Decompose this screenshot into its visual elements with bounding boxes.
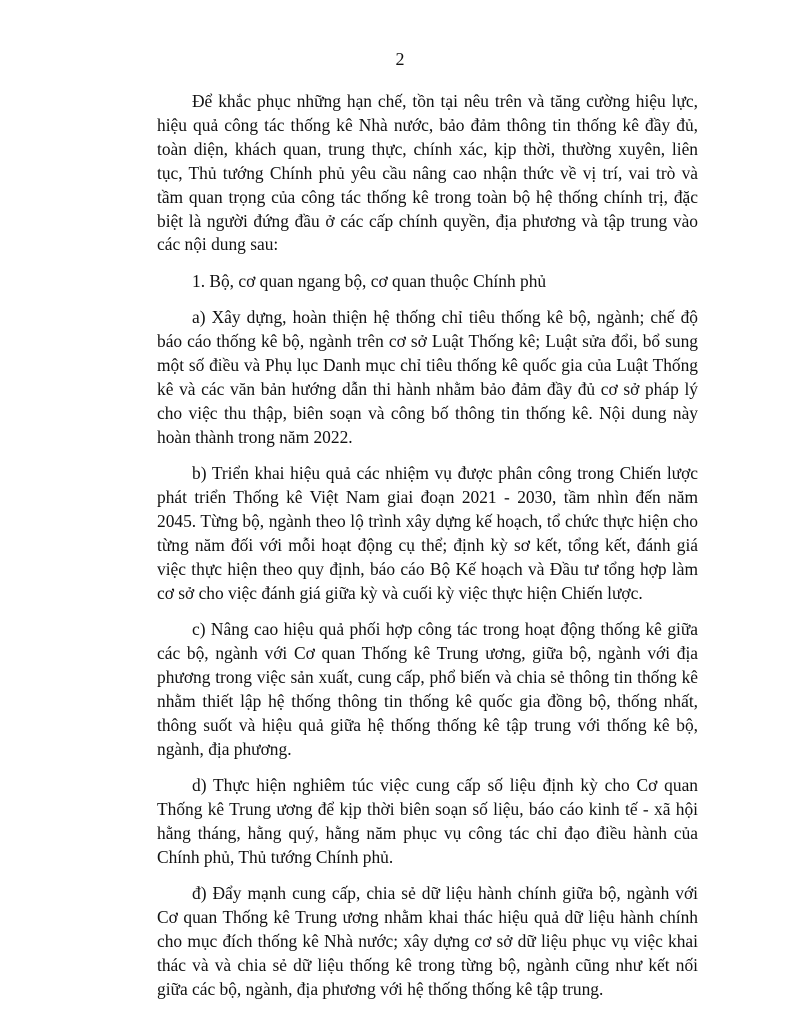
document-body — [157, 90, 698, 1014]
intro-paragraph: Để khắc phục những hạn chế, tồn tại nêu trên và tăng cường hiệu lực, hiệu quả công tác thống kê Nhà nước, bảo đảm thông tin thống kê đầy đủ, toàn diện, khách quan, trung thực, chính xác, kịp thời, thường xuyên, liên tục, Thủ tướng Chính phủ yêu cầu nâng cao nhận thức về vị trí, vai trò và tầm quan trọng của công tác thống kê trong toàn bộ hệ thống chính trị, đặc biệt là người đứng đầu ở các cấp chính quyền, địa phương và tập trung vào các nội dung sau: — [157, 91, 698, 255]
page-number: 2 — [395, 49, 405, 69]
item-b-paragraph: b) Triển khai hiệu quả các nhiệm vụ được phân công trong Chiến lược phát triển Thống kê Việt Nam giai đoạn 2021 - 2030, tầm nhìn đến năm 2045. Từng bộ, ngành theo lộ trình xây dựng kế hoạch, tổ chức thực hiện cho từng năm đối với mỗi hoạt động cụ thể; định kỳ sơ kết, tổng kết, đánh giá việc thực hiện theo quy định, báo cáo Bộ Kế hoạch và Đầu tư tổng hợp làm cơ sở cho việc đánh giá giữa kỳ và cuối kỳ việc thực hiện Chiến lược. — [157, 463, 698, 603]
item-a-paragraph: a) Xây dựng, hoàn thiện hệ thống chỉ tiêu thống kê bộ, ngành; chế độ báo cáo thống kê bộ, ngành trên cơ sở Luật Thống kê; Luật sửa đổi, bổ sung một số điều và Phụ lục Danh mục chỉ tiêu thống kê quốc gia của Luật Thống kê và các văn bản hướng dẫn thi hành nhằm bảo đảm đầy đủ cơ sở pháp lý cho việc thu thập, biên soạn và công bố thông tin thống kê. Nội dung này hoàn thành trong năm 2022. — [157, 307, 698, 447]
item-c-paragraph: c) Nâng cao hiệu quả phối hợp công tác trong hoạt động thống kê giữa các bộ, ngành với Cơ quan Thống kê Trung ương, giữa bộ, ngành với địa phương trong việc sản xuất, cung cấp, phổ biến và chia sẻ thông tin thống kê nhằm thiết lập hệ thống thông tin thống kê quốc gia đồng bộ, thống nhất, thông suốt và hiệu quả giữa hệ thống thống kê tập trung với thống kê bộ, ngành, địa phương. — [157, 619, 698, 759]
section-heading: 1. Bộ, cơ quan ngang bộ, cơ quan thuộc Chính phủ — [192, 270, 547, 291]
item-d-paragraph: d) Thực hiện nghiêm túc việc cung cấp số liệu định kỳ cho Cơ quan Thống kê Trung ương để kịp thời biên soạn số liệu, báo cáo kinh tế - xã hội hằng tháng, hằng quý, hằng năm phục vụ công tác chỉ đạo điều hành của Chính phủ, Thủ tướng Chính phủ. — [157, 775, 698, 867]
item-dd-paragraph: đ) Đẩy mạnh cung cấp, chia sẻ dữ liệu hành chính giữa bộ, ngành với Cơ quan Thống kê Trung ương nhằm khai thác hiệu quả dữ liệu hành chính cho mục đích thống kê Nhà nước; xây dựng cơ sở dữ liệu phục vụ việc khai thác và và chia sẻ dữ liệu thống kê trong từng bộ, ngành cũng như kết nối giữa các bộ, ngành, địa phương với hệ thống thống kê tập trung. — [157, 883, 698, 999]
